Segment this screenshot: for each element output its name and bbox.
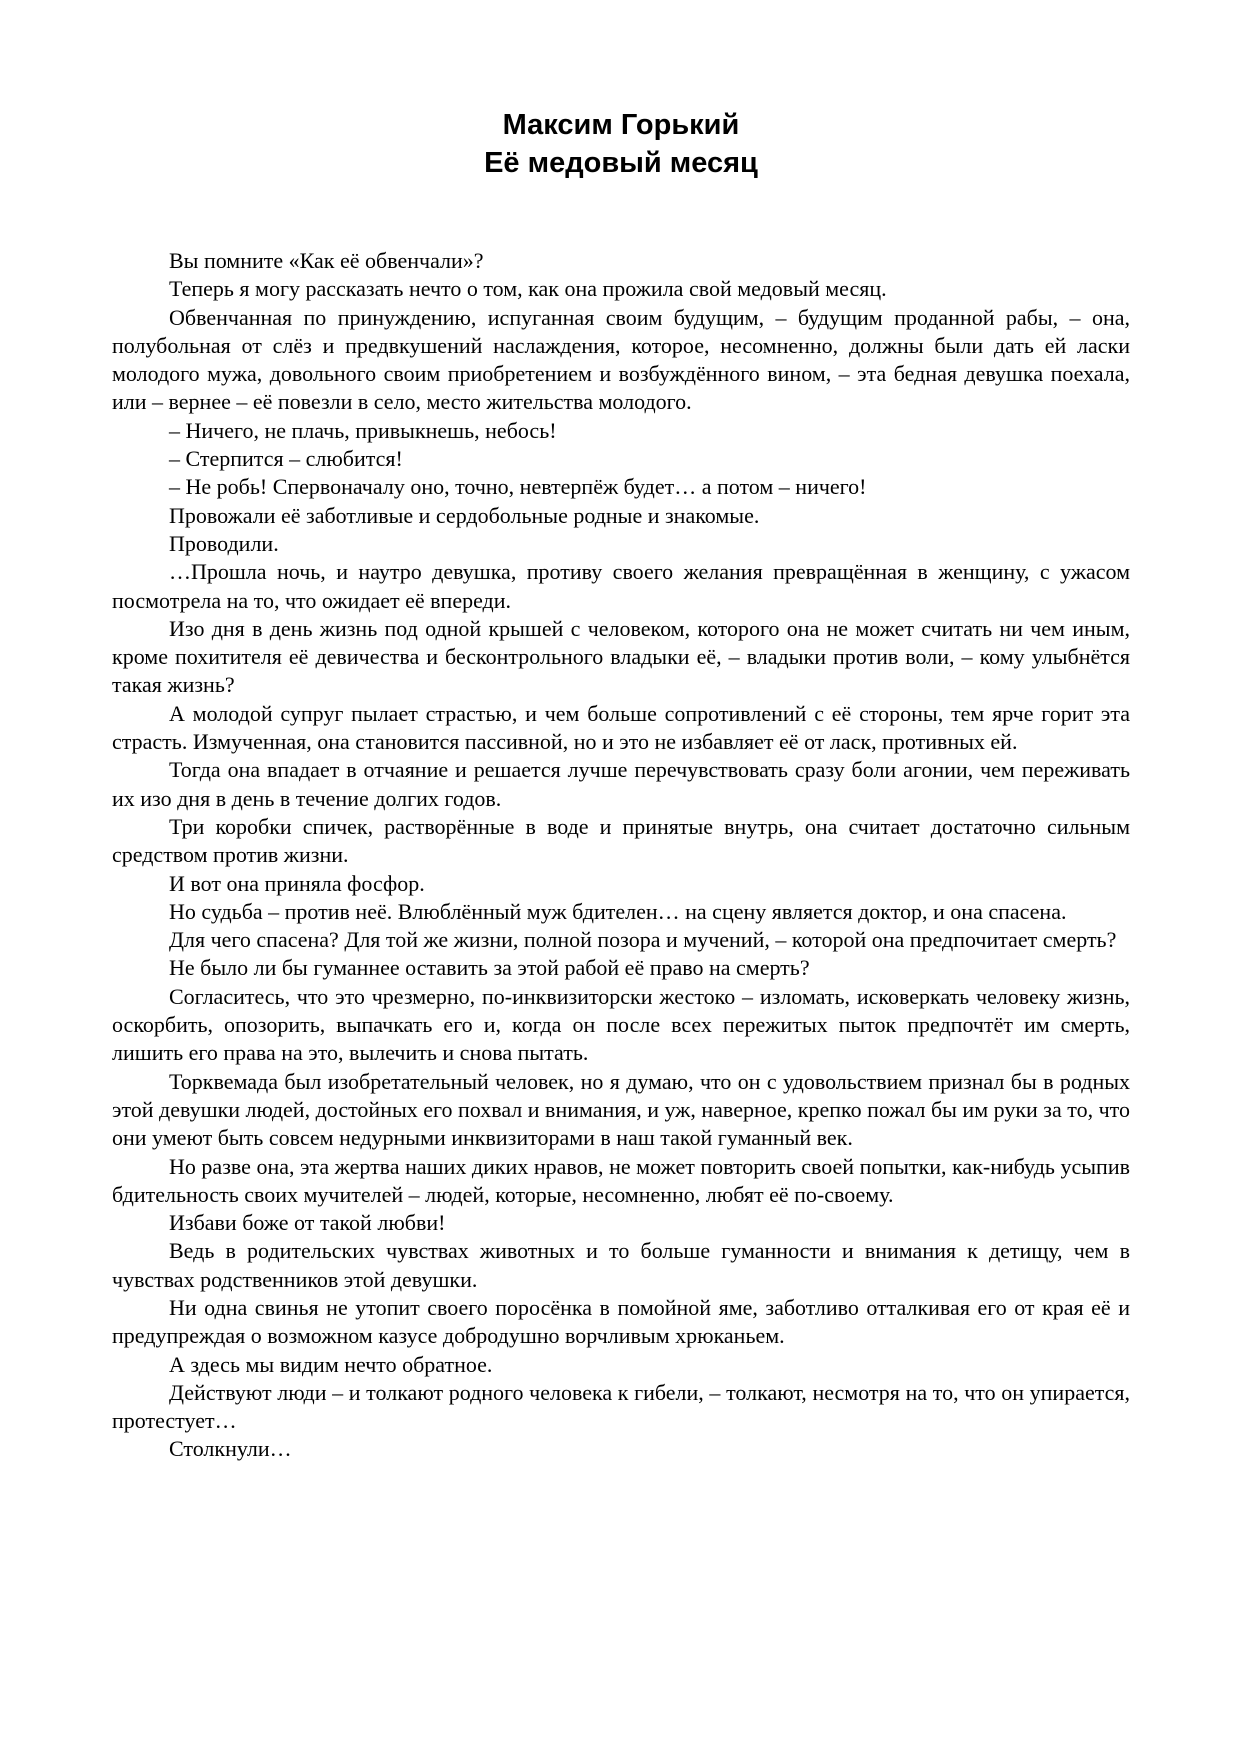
paragraph: А здесь мы видим нечто обратное. (169, 1351, 493, 1377)
paragraph: Но разве она, эта жертва наших диких нравов, не может повторить своей попытки, как-нибудь усыпив бдительность своих мучителей – людей, которые, несомненно, любят её по-своему. (112, 1153, 1130, 1207)
paragraph: Теперь я могу рассказать нечто о том, как она прожила свой медовый месяц. (169, 276, 887, 302)
paragraph: – Не робь! Спервоначалу оно, точно, невтерпёж будет… а потом – ничего! (169, 474, 867, 500)
paragraph: Обвенчанная по принуждению, испуганная своим будущим, – будущим проданной рабы, – она, полубольная от слёз и предвкушений наслаждения, которое, несомненно, должны были дать ей ласки молодого мужа, довольного своим приобретением и возбуждённого вином, – эта бедная девушка поехала, или – вернее – её повезли в село, место жительства молодого. (112, 304, 1130, 415)
paragraph: Столкнули… (169, 1436, 292, 1462)
paragraph: Для чего спасена? Для той же жизни, полной позора и мучений, – которой она предпочитает смерть? (169, 927, 1117, 953)
paragraph: Проводили. (169, 530, 279, 556)
paragraph: Избави боже от такой любви! (169, 1210, 446, 1236)
paragraph: И вот она приняла фосфор. (169, 870, 425, 896)
paragraph: Провожали её заботливые и сердобольные родные и знакомые. (169, 502, 760, 528)
story-body (112, 247, 1130, 1464)
story-title: Её медовый месяц (484, 147, 758, 179)
paragraph: Согласитесь, что это чрезмерно, по-инквизиторски жестоко – изломать, исковеркать человеку жизнь, оскорбить, опозорить, выпачкать его и, когда он после всех пережитых пыток предпочтёт им смерть, лишить его права на это, вылечить и снова пытать. (112, 983, 1130, 1066)
paragraph: Вы помните «Как её обвенчали»? (169, 248, 484, 273)
paragraph: Изо дня в день жизнь под одной крышей с человеком, которого она не может считать ни чем иным, кроме похитителя её девичества и бесконтрольного владыки её, – владыки против воли, – кому улыбнётся такая жизнь? (112, 615, 1130, 698)
title-block (0, 106, 1242, 182)
author-name: Максим Горький (502, 109, 740, 141)
paragraph: Действуют люди – и толкают родного человека к гибели, – толкают, несмотря на то, что он упирается, протестует… (112, 1379, 1130, 1434)
paragraph: Ни одна свинья не утопит своего поросёнка в помойной яме, заботливо отталкивая его от края её и предупреждая о возможном казусе добродушно ворчливым хрюканьем. (112, 1294, 1130, 1349)
paragraph: Не было ли бы гуманнее оставить за этой рабой её право на смерть? (169, 955, 810, 981)
paragraph: Торквемада был изобретательный человек, но я думаю, что он с удовольствием признал бы в родных этой девушки людей, достойных его похвал и внимания, и уж, наверное, крепко пожал бы им руки за то, что они умеют быть совсем недурными инквизиторами в наш такой гуманный век. (112, 1068, 1130, 1151)
paragraph: …Прошла ночь, и наутро девушка, противу своего желания превращённая в женщину, с ужасом посмотрела на то, что ожидает её впереди. (112, 559, 1130, 613)
paragraph: А молодой супруг пылает страстью, и чем больше сопротивлений с её стороны, тем ярче горит эта страсть. Измученная, она становится пассивной, но и это не избавляет её от ласк, противных ей. (112, 700, 1130, 755)
paragraph: – Стерпится – слюбится! (169, 446, 403, 472)
paragraph: Но судьба – против неё. Влюблённый муж бдителен… на сцену является доктор, и она спасена. (169, 898, 1067, 924)
paragraph: Три коробки спичек, растворённые в воде и принятые внутрь, она считает достаточно сильным средством против жизни. (112, 813, 1130, 868)
paragraph: Ведь в родительских чувствах животных и то больше гуманности и внимания к детищу, чем в чувствах родственников этой девушки. (112, 1238, 1130, 1292)
paragraph: Тогда она впадает в отчаяние и решается лучше перечувствовать сразу боли агонии, чем переживать их изо дня в день в течение долгих годов. (112, 757, 1130, 811)
paragraph: – Ничего, не плачь, привыкнешь, небось! (169, 417, 557, 443)
